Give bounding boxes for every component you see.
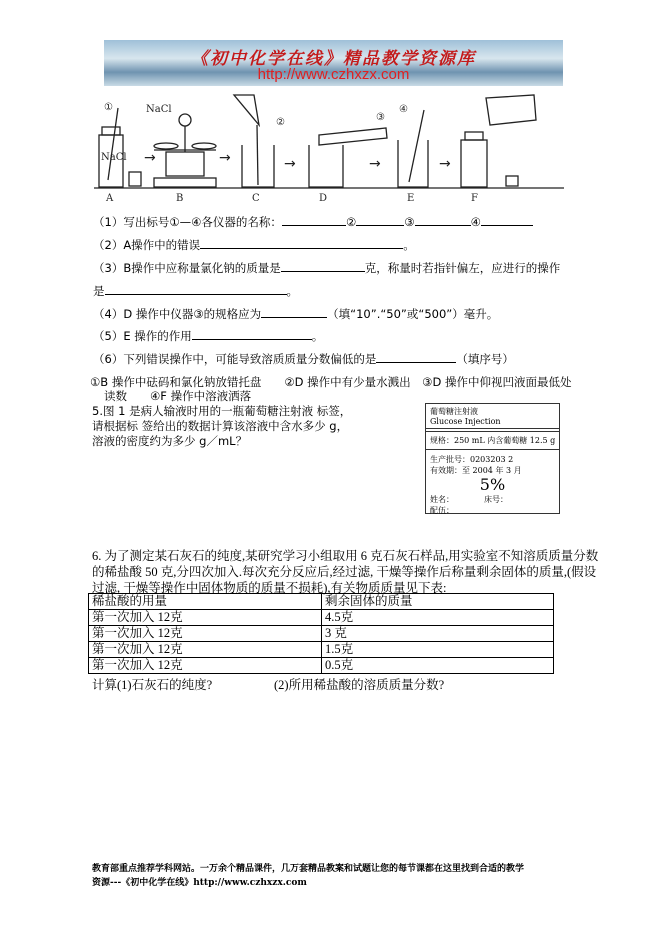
question-3-text: （3）B操作中应称量氯化钠的质量是 — [93, 261, 281, 275]
svg-text:→: → — [284, 156, 296, 172]
label-percent: 5% — [479, 475, 506, 494]
label-name-cn: 葡萄糖注射液 — [430, 407, 478, 416]
question-6-text: （6）下列错误操作中，可能导致溶质质量分数偏低的是 — [93, 352, 377, 366]
marker-3-text: ③ — [404, 215, 415, 229]
calc-question-2: (2)所用稀盐酸的溶质质量分数? — [274, 678, 445, 692]
calc-question-1: 计算(1)石灰石的纯度? — [92, 678, 213, 692]
jar-label: NaCl — [101, 152, 127, 163]
question-4-end: （填“10”.“50”或“500”）毫升。 — [327, 307, 499, 321]
table-row — [89, 626, 554, 642]
step-label-d: D — [319, 193, 328, 204]
options-line-2: 读数 ④F 操作中溶液洒落 — [104, 389, 252, 403]
question-5 — [93, 328, 323, 344]
question-6-end: （填序号） — [456, 352, 514, 366]
step-label-e: E — [407, 193, 415, 204]
glucose-label — [425, 403, 560, 514]
table-cell: 第一次加入 12克 — [89, 626, 322, 642]
label-name-en: Glucose Injection — [430, 417, 501, 426]
problem-6-line-2: 的稀盐酸 50 克,分四次加入.每次充分反应后,经过滤, 干燥等操作后称量剩余固体的质量,(假设 — [92, 565, 597, 579]
question-2-end: 。 — [403, 238, 415, 252]
table-header: 剩余固体的质量 — [322, 594, 554, 610]
label-bed: 床号： — [484, 495, 508, 504]
table-row — [89, 642, 554, 658]
marker-2: ② — [276, 117, 285, 128]
problem-5-line-1: 5.图 1 是病人输液时用的一瓶葡萄糖注射液 标签， — [92, 404, 352, 418]
question-6 — [93, 351, 514, 367]
table-cell: 第一次加入 12克 — [89, 642, 322, 658]
problem-5-line-3: 溶液的密度约为多少 g／mL？ — [92, 434, 248, 448]
question-2-text: （2）A操作中的错误 — [93, 238, 201, 252]
site-banner — [104, 40, 563, 86]
table-cell: 1.5克 — [322, 642, 554, 658]
balance-label: NaCl — [146, 104, 172, 115]
marker-1: ① — [104, 102, 113, 113]
label-spec: 规格：250 mL 内含葡萄糖 12.5 g — [426, 431, 559, 450]
table-header: 稀盐酸的用量 — [89, 594, 322, 610]
marker-4: ④ — [399, 104, 408, 115]
question-3-line2-text: 是 — [93, 284, 105, 298]
banner-url: http://www.czhxzx.com — [257, 66, 410, 83]
question-2 — [93, 237, 415, 253]
table-cell: 第一次加入 12克 — [89, 610, 322, 626]
label-batch: 生产批号：0203203 2 — [430, 455, 514, 464]
marker-4-text: ④ — [470, 215, 481, 229]
table-header-row — [89, 594, 554, 610]
problem-6-line-1: 6. 为了测定某石灰石的纯度,某研究学习小组取用 6 克石灰石样品,用实验室不知溶质质量分数 — [92, 549, 599, 563]
label-ward: 配伍： — [430, 506, 454, 515]
question-4 — [93, 306, 498, 322]
step-label-a: A — [106, 193, 114, 204]
svg-text:→: → — [369, 156, 381, 172]
experiment-diagram — [94, 90, 569, 205]
question-3 — [93, 260, 560, 276]
data-table — [88, 593, 554, 674]
options-line-1: ①B 操作中砝码和氯化钠放错托盘 ②D 操作中有少量水溅出 ③D 操作中仰视凹液面最低处 — [90, 375, 572, 389]
footer-line-1: 教育部重点推荐学科网站。一万余个精品课件，几万套精品教案和试题让您的每节课都在这里找到合适的教学 — [92, 864, 525, 874]
footer-line-2: 资源---《初中化学在线》http://www.czhxzx.com — [92, 878, 307, 888]
svg-text:→: → — [439, 156, 451, 172]
question-1-text: （1）写出标号①—④各仪器的名称： — [93, 215, 282, 229]
question-3-line2 — [93, 283, 298, 299]
table-cell: 4.5克 — [322, 610, 554, 626]
question-4-text: （4）D 操作中仪器③的规格应为 — [93, 307, 262, 321]
label-patient: 姓名： — [430, 495, 454, 504]
question-5-end: 。 — [311, 329, 324, 343]
table-cell: 0.5克 — [322, 658, 554, 674]
question-1 — [93, 214, 533, 230]
problem-5-line-2: 请根据标 签给出的数据计算该溶液中含水多少 g， — [92, 419, 349, 433]
step-label-f: F — [471, 193, 478, 204]
table-row — [89, 658, 554, 674]
table-cell: 第一次加入 12克 — [89, 658, 322, 674]
svg-text:→: → — [144, 150, 156, 166]
question-5-text: （5）E 操作的作用 — [93, 329, 192, 343]
problem-6-line-3: 过滤, 干燥等操作中固体物质的质量不损耗),有关物质质量见下表: — [92, 581, 447, 595]
question-3-end: 。 — [286, 284, 298, 298]
marker-2-text: ② — [345, 215, 357, 229]
marker-3: ③ — [376, 112, 385, 123]
banner-title: 《初中化学在线》精品教学资源库 — [191, 49, 476, 69]
table-row — [89, 610, 554, 626]
table-cell: 3 克 — [322, 626, 554, 642]
svg-text:→: → — [219, 150, 231, 166]
label-expiry: 有效期：至 2004 年 3 月 — [430, 466, 522, 475]
step-label-c: C — [252, 193, 260, 204]
question-3-mid: 克，称量时若指针偏左，应进行的操作 — [364, 261, 561, 275]
step-label-b: B — [176, 193, 184, 204]
